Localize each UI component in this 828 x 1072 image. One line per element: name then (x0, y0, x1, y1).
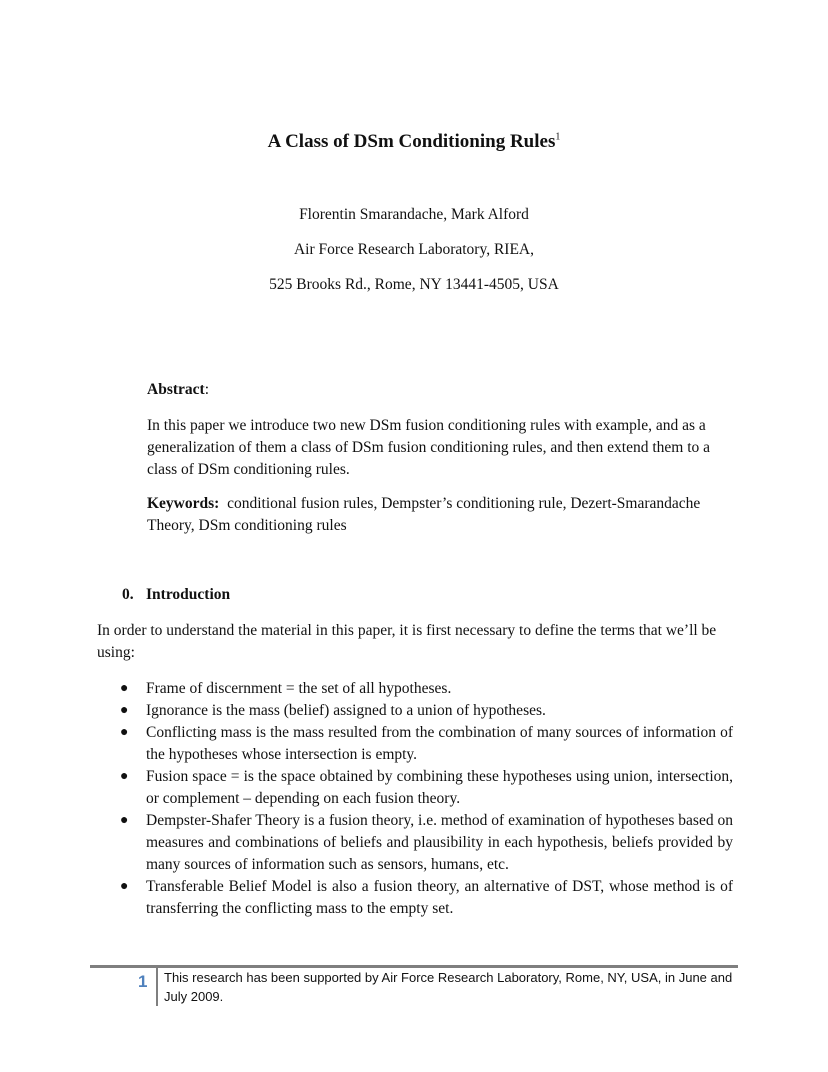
section-number: 0. (122, 586, 134, 603)
list-item-text: Conflicting mass is the mass resulted from the combination of many sources of information of the hypotheses whose intersection is empty. (146, 724, 733, 763)
footnote-text: This research has been supported by Air Force Research Laboratory, Rome, NY, USA, in June and July 2009. (164, 970, 733, 1004)
keywords (147, 493, 737, 537)
bullet-icon: ● (120, 681, 129, 696)
author-names: Florentin Smarandache, Mark Alford (299, 206, 529, 223)
list-item-text: Transferable Belief Model is also a fusion theory, an alternative of DST, whose method is of transferring the conflicting mass to the empty set. (146, 878, 733, 917)
bullet-icon: ● (120, 769, 129, 784)
list-item-text: Ignorance is the mass (belief) assigned to a union of hypotheses. (146, 702, 546, 719)
list-item-text: Fusion space = is the space obtained by combining these hypotheses using union, intersection, or complement – depending on each fusion theory. (146, 768, 733, 807)
section-heading-introduction (122, 586, 230, 604)
section-title: Introduction (146, 586, 231, 603)
bullet-icon: ● (120, 879, 129, 894)
list-item (97, 810, 733, 876)
bullet-icon: ● (120, 725, 129, 740)
paper-title-text: A Class of DSm Conditioning Rules (267, 131, 556, 152)
author-address: 525 Brooks Rd., Rome, NY 13441-4505, USA (269, 276, 559, 293)
list-item (97, 678, 733, 700)
bullet-icon: ● (120, 813, 129, 828)
definition-list (97, 678, 733, 920)
list-item (97, 722, 733, 766)
title-footnote-marker[interactable]: 1 (555, 131, 561, 143)
abstract-heading-colon: : (204, 381, 209, 398)
list-item (97, 700, 733, 722)
author-affiliation: Air Force Research Laboratory, RIEA, (293, 241, 534, 258)
abstract-text: In this paper we introduce two new DSm fusion conditioning rules with example, and as a generalization of them a class of DSm fusion conditioning rules, and then extend them to a class of DSm conditioning rules. (147, 417, 711, 478)
list-item (97, 766, 733, 810)
keywords-text: conditional fusion rules, Dempster’s conditioning rule, Dezert-Smarandache Theory, DSm conditioning rules (147, 495, 701, 534)
page-number: 1 (138, 972, 148, 991)
abstract-heading-label: Abstract (147, 381, 205, 398)
footnote-vertical-divider (156, 966, 158, 1006)
list-item-text: Frame of discernment = the set of all hypotheses. (146, 680, 452, 697)
intro-paragraph: In order to understand the material in this paper, it is first necessary to define the terms that we’ll be using: (97, 622, 717, 661)
keywords-label: Keywords: (147, 495, 220, 512)
list-item-text: Dempster-Shafer Theory is a fusion theory, i.e. method of examination of hypotheses based on measures and combinations of beliefs and plausibility in each hypothesis, beliefs provided by many sources of information such as sensors, humans, etc. (146, 812, 733, 873)
list-item (97, 876, 733, 920)
bullet-icon: ● (120, 703, 129, 718)
paper-title (0, 131, 828, 153)
abstract-heading (147, 381, 209, 399)
